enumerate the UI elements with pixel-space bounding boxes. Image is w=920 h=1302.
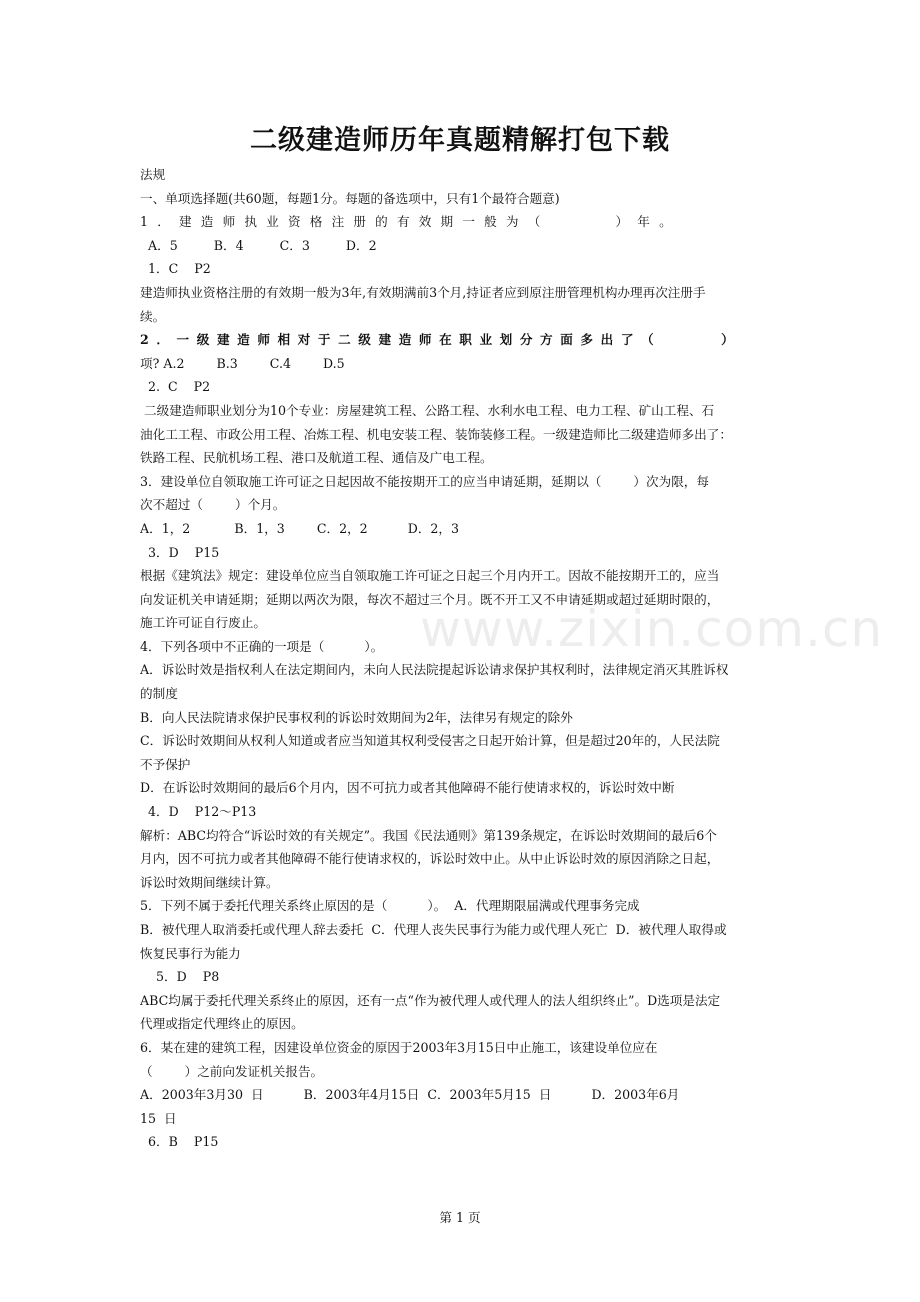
question-6-options: A．2003年3月30 日 B．2003年4月15日 C．2003年5月15 日 D．2003年6月 [140,1087,680,1103]
question-6: 6．某在建的建筑工程，因建设单位资金的原因于2003年3月15日中止施工，该建设单位应在 [140,1039,658,1055]
section-heading: 一、单项选择题(共60题，每题1分。每题的备选项中，只有1个最符合题意) [140,190,560,206]
answer-2: 2. C P2 [140,379,211,395]
answer-4: 4．D P12～P13 [140,804,257,820]
question-5: 5．下列不属于委托代理关系终止原因的是（ ）。 A．代理期限届满或代理事务完成 [140,898,640,914]
explanation-line: 解析：ABC均符合“诉讼时效的有关规定”。我国《民法通则》第139条规定，在诉讼时效期间的最后6个 [140,827,717,843]
question-2-options: 项? A.2 B.3 C.4 D.5 [140,355,345,371]
page-number: 第 1 页 [439,1210,481,1225]
answer-1: 1．C P2 [140,261,211,277]
question-3-options: A．1，2 B．1，3 C．2，2 D．2，3 [140,520,460,536]
watermark: www.zixin.com.cn [420,600,884,658]
option-line: B．向人民法院请求保护民事权利的诉讼时效期间为2年，法律另有规定的除外 [140,709,573,725]
option-line: 恢复民事行为能力 [140,945,241,961]
explanation-line: 续。 [140,308,166,324]
explanation-line: 二级建造师职业划分为10个专业：房屋建筑工程、公路工程、水利水电工程、电力工程、矿山工程、石 [140,402,715,418]
explanation-line: 诉讼时效期间继续计算。 [140,874,279,890]
question-6-options: 15 日 [140,1110,177,1126]
document-title: 二级建造师历年真题精解打包下载 [250,125,670,156]
question-1-options: A．5 B．4 C．3 D．2 [140,237,377,253]
question-3-cont: 次不超过（ ）个月。 [140,497,286,513]
option-line: B．被代理人取消委托或代理人辞去委托 C．代理人丧失民事行为能力或代理人死亡 D．被代理人取得或 [140,922,727,937]
option-line: 不予保护 [140,756,191,772]
explanation-line: ABC均属于委托代理关系终止的原因，还有一点“作为被代理人或代理人的法人组织终止”。D选项是法定 [140,992,721,1008]
explanation-line: 根据《建筑法》规定：建设单位应当自领取施工许可证之日起三个月内开工。因故不能按期开工的，应当 [140,568,720,584]
answer-6: 6．B P15 [140,1134,219,1150]
answer-3: 3．D P15 [140,544,220,560]
explanation-line: 建造师执业资格注册的有效期一般为3年,有效期满前3个月,持证者应到原注册管理机构办理再次注册手 [140,284,706,300]
option-line: A．诉讼时效是指权利人在法定期间内，未向人民法院提起诉讼请求保护其权利时，法律规定消灭其胜诉权 [140,662,729,678]
answer-5: 5．D P8 [140,969,220,985]
explanation-line: 铁路工程、民航机场工程、港口及航道工程、通信及广电工程。 [140,450,493,466]
explanation-line: 月内，因不可抗力或者其他障碍不能行使请求权的，诉讼时效中止。从中止诉讼时效的原因消除之日起， [140,851,720,867]
question-4: 4．下列各项中不正确的一项是（ ）。 [140,638,384,654]
question-2: 2．一级建造师相对于二级建造师在职业划分方面多出了（ ） [140,332,742,348]
explanation-line: 施工许可证自行废止。 [140,615,266,631]
option-line: C．诉讼时效期间从权利人知道或者应当知道其权利受侵害之日起开始计算，但是超过20年的，人民法院 [140,733,720,749]
option-line: 的制度 [140,686,178,702]
option-line: D．在诉讼时效期间的最后6个月内，因不可抗力或者其他障碍不能行使请求权的，诉讼时效中断 [140,780,675,796]
question-3: 3．建设单位自领取施工许可证之日起因故不能按期开工的应当申请延期，延期以（ ）次为限，每 [140,473,709,489]
question-6-cont: （ ）之前向发证机关报告。 [140,1063,324,1079]
section-label: 法规 [140,167,166,182]
explanation-line: 代理或指定代理终止的原因。 [140,1016,304,1032]
explanation-line: 油化工工程、市政公用工程、冶炼工程、机电安装工程、装饰装修工程。一级建造师比二级建造师多出了： [140,426,732,442]
question-1: 1．建造师执业资格注册的有效期一般为（ ）年。 [140,214,681,230]
explanation-line: 向发证机关申请延期；延期以两次为限，每次不超过三个月。既不开工又不申请延期或超过延期时限的， [140,591,720,607]
